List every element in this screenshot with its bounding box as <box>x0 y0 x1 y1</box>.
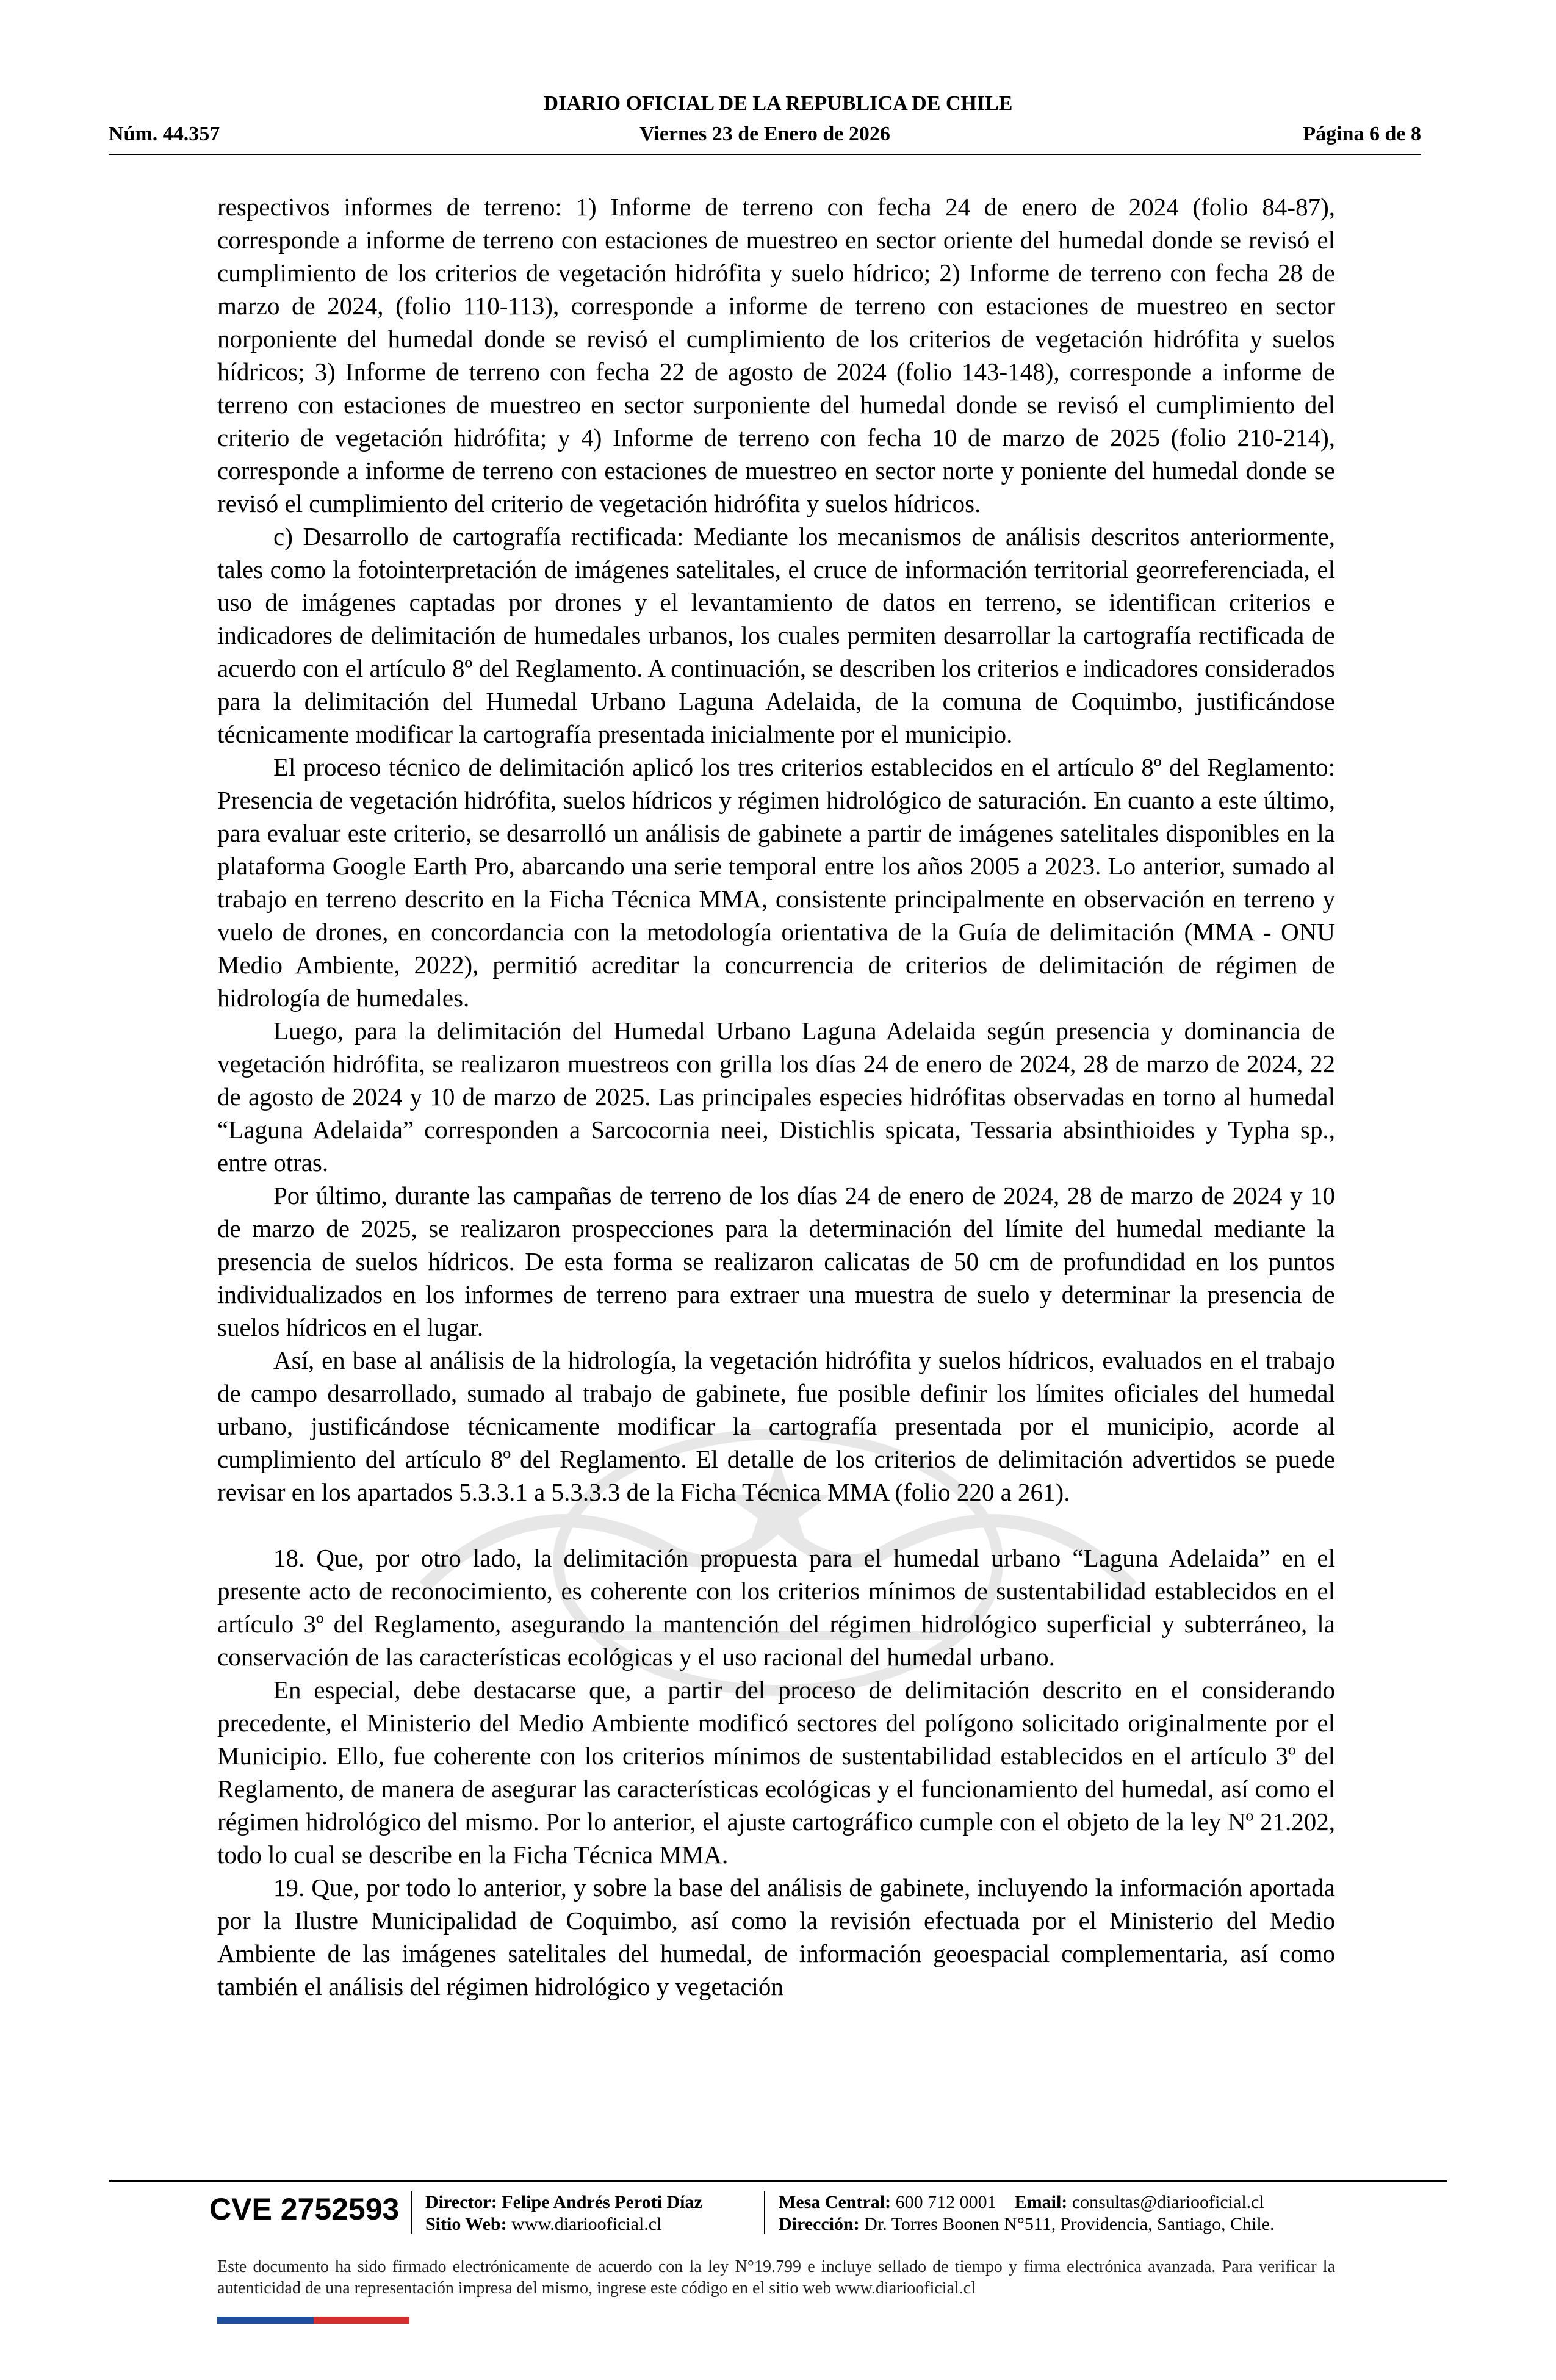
header-row <box>109 122 1421 146</box>
header-divider <box>109 154 1421 155</box>
paragraph-soils: Por último, durante las campañas de terreno de los días 24 de enero de 2024, 28 de marzo de 2024 y 10 de marzo de 2025, se realizaron prospecciones para la determinación del límite del humedal mediante la presencia de suelos hídricos. De esta forma se realizaron calicatas de 50 cm de profundidad en los puntos individualizados en los informes de terreno para extraer una muestra de suelo y determinar la presencia de suelos hídricos en el lugar. <box>217 1181 1335 1341</box>
phone-label: Mesa Central: <box>779 2192 891 2212</box>
email-link[interactable]: consultas@diariooficial.cl <box>1072 2192 1264 2212</box>
flag-red-segment <box>314 2317 409 2324</box>
paragraph-considerando-19: 19. Que, por todo lo anterior, y sobre la base del análisis de gabinete, incluyendo la información aportada por la Ilustre Municipalidad de Coquimbo, así como la revisión efectuada por el Ministerio del Medio Ambiente de las imágenes satelitales del humedal, de información geoespacial complementaria, así como también el análisis del régimen hidrológico y vegetación <box>217 1873 1335 2000</box>
paragraph-cartography: c) Desarrollo de cartografía rectificada: Mediante los mecanismos de análisis descritos anteriormente, tales como la fotointerpretación de imágenes satelitales, el cruce de información territorial georreferenciada, el uso de imágenes captadas por drones y el levantamiento de datos en terreno, se identifican criterios e indicadores de delimitación de humedales urbanos, los cuales permiten desarrollar la cartografía rectificada de acuerdo con el artículo 8º del Reglamento. A continuación, se describen los criterios e indicadores considerados para la delimitación del Humedal Urbano Laguna Adelaida, de la comuna de Coquimbo, justificándose técnicamente modificar la cartografía presentada inicialmente por el municipio. <box>217 522 1335 748</box>
paragraph-considerando-18: 18. Que, por otro lado, la delimitación propuesta para el humedal urbano “Laguna Adelaida” en el presente acto de reconocimiento, es coherente con los criterios mínimos de sustentabilidad establecidos en el artículo 3º del Reglamento, asegurando la mantención del régimen hidrológico superficial y subterráneo, la conservación de las características ecológicas y el uso racional del humedal urbano. <box>217 1544 1335 1671</box>
director-label: Director: <box>425 2192 497 2212</box>
phone-value: 600 712 0001 <box>895 2192 996 2212</box>
address-label: Dirección: <box>779 2214 860 2234</box>
footer-separator <box>764 2191 765 2234</box>
paragraph-field-reports: respectivos informes de terreno: 1) Informe de terreno con fecha 24 de enero de 2024 (folio 84-87), corresponde a informe de terreno con estaciones de muestreo en sector oriente del humedal donde se revisó el cumplimiento de los criterios de vegetación hidrófita y suelo hídrico; 2) Informe de terreno con fecha 28 de marzo de 2024, (folio 110-113), corresponde a informe de terreno con estaciones de muestreo en sector norponiente del humedal donde se revisó el cumplimiento de los criterios de vegetación hidrófita y suelos hídricos; 3) Informe de terreno con fecha 22 de agosto de 2024 (folio 143-148), corresponde a informe de terreno con estaciones de muestreo en sector surponiente del humedal donde se revisó el cumplimiento del criterio de vegetación hidrófita; y 4) Informe de terreno con fecha 10 de marzo de 2025 (folio 210-214), corresponde a informe de terreno con estaciones de muestreo en sector norte y poniente del humedal donde se revisó el cumplimiento del criterio de vegetación hidrófita y suelos hídricos. <box>217 193 1335 517</box>
paragraph-vegetation: Luego, para la delimitación del Humedal Urbano Laguna Adelaida según presencia y dominancia de vegetación hidrófita, se realizaron muestreos con grilla los días 24 de enero de 2024, 28 de marzo de 2024, 22 de agosto de 2024 y 10 de marzo de 2025. Las principales especies hidrófitas observadas en torno al humedal “Laguna Adelaida” corresponden a Sarcocornia neei, Distichlis spicata, Tessaria absinthioides y Typha sp., entre otras. <box>217 1017 1335 1177</box>
footer-divider <box>109 2180 1447 2182</box>
website-label: Sitio Web: <box>425 2214 507 2234</box>
newspaper-title: DIARIO OFICIAL DE LA REPUBLICA DE CHILE <box>543 92 1013 115</box>
website-link[interactable]: www.diariooficial.cl <box>511 2214 662 2234</box>
email-label: Email: <box>1014 2192 1068 2212</box>
cve-code: CVE 2752593 <box>209 2192 400 2226</box>
address-value: Dr. Torres Boonen N°511, Providencia, Santiago, Chile. <box>864 2214 1275 2234</box>
footer-director-block <box>425 2191 702 2235</box>
paragraph-technical-process: El proceso técnico de delimitación aplicó los tres criterios establecidos en el artículo 8º del Reglamento: Presencia de vegetación hidrófita, suelos hídricos y régimen hidrológico de saturación. En cuanto a este último, para evaluar este criterio, se desarrolló un análisis de gabinete a partir de imágenes satelitales disponibles en la plataforma Google Earth Pro, abarcando una serie temporal entre los años 2005 a 2023. Lo anterior, sumado al trabajo en terreno descrito en la Ficha Técnica MMA, consistente principalmente en observación en terreno y vuelo de drones, en concordancia con la metodología orientativa de la Guía de delimitación (MMA - ONU Medio Ambiente, 2022), permitió acreditar la concurrencia de criterios de delimitación de régimen de hidrología de humedales. <box>217 753 1335 1012</box>
document-body <box>217 190 1335 2003</box>
legal-notice: Este documento ha sido firmado electrónicamente de acuerdo con la ley N°19.799 e incluye sellado de tiempo y firma electrónica avanzada. Para verificar la autenticidad de una representación impresa del mismo, ingrese este código en el sitio web www.diariooficial.cl <box>217 2257 1335 2298</box>
footer-contact-block <box>779 2191 1275 2235</box>
issue-date: Viernes 23 de Enero de 2026 <box>639 123 890 145</box>
director-name: Felipe Andrés Peroti Díaz <box>502 2192 702 2212</box>
page-number: Página 6 de 8 <box>1303 123 1421 145</box>
chile-flag-stripe <box>217 2317 409 2324</box>
issue-number: Núm. 44.357 <box>109 123 220 145</box>
flag-blue-segment <box>217 2317 314 2324</box>
paragraph-especial: En especial, debe destacarse que, a partir del proceso de delimitación descrito en el considerando precedente, el Ministerio del Medio Ambiente modificó sectores del polígono solicitado originalmente por el Municipio. Ello, fue coherente con los criterios mínimos de sustentabilidad establecidos en el artículo 3º del Reglamento, de manera de asegurar las características ecológicas y el funcionamiento del humedal, así como el régimen hidrológico del mismo. Por lo anterior, el ajuste cartográfico cumple con el objeto de la ley Nº 21.202, todo lo cual se describe en la Ficha Técnica MMA. <box>217 1676 1335 1869</box>
paragraph-conclusion: Así, en base al análisis de la hidrología, la vegetación hidrófita y suelos hídricos, evaluados en el trabajo de campo desarrollado, sumado al trabajo de gabinete, fue posible definir los límites oficiales del humedal urbano, justificándose técnicamente modificar la cartografía presentada por el municipio, acorde al cumplimiento del artículo 8º del Reglamento. El detalle de los criterios de delimitación advertidos se puede revisar en los apartados 5.3.3.1 a 5.3.3.3 de la Ficha Técnica MMA (folio 220 a 261). <box>217 1346 1335 1506</box>
footer-separator <box>411 2191 412 2234</box>
